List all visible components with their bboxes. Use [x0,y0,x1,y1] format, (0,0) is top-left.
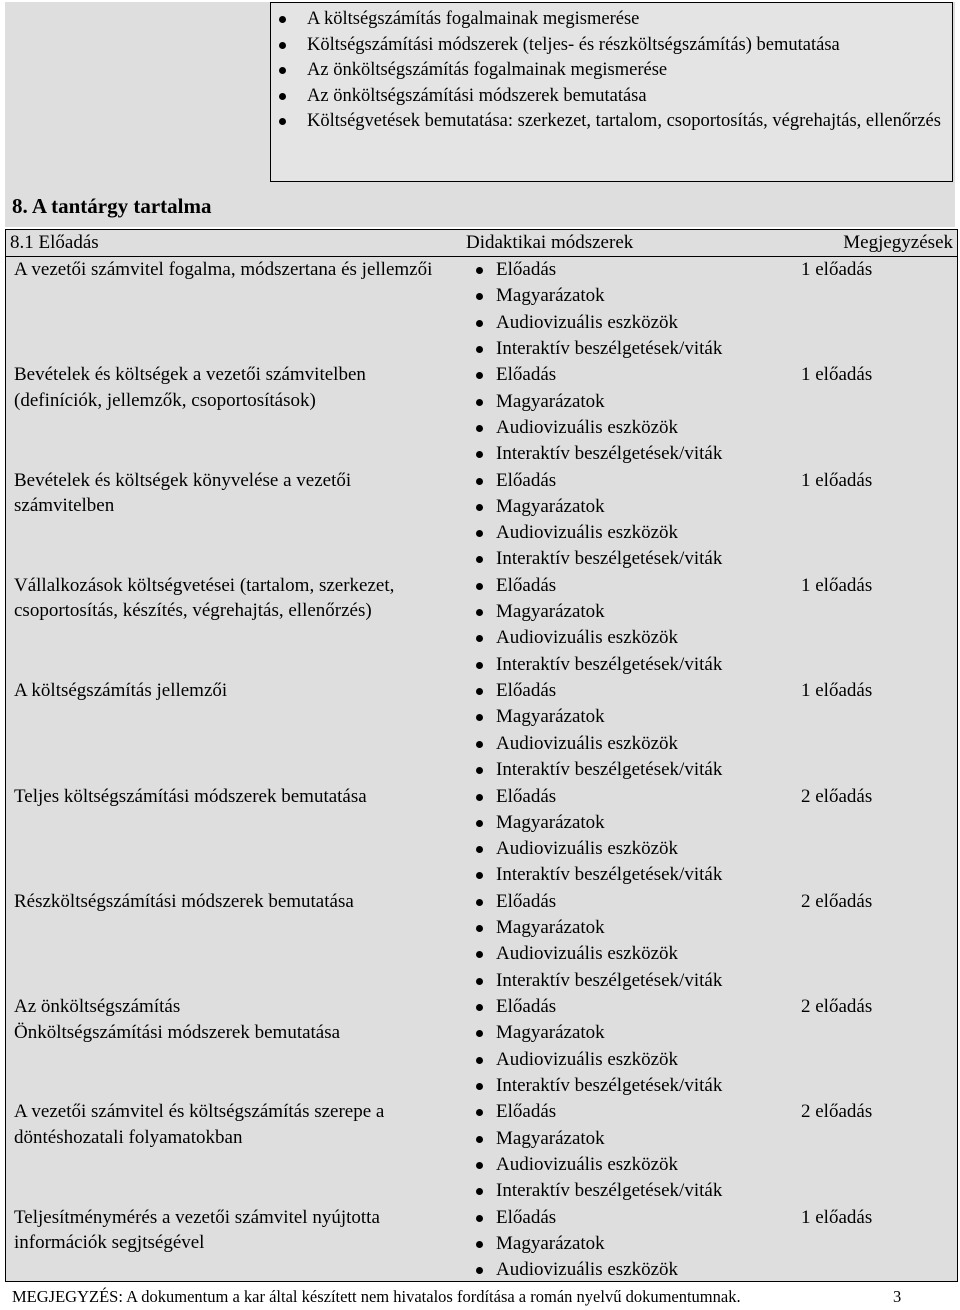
header-lecture: 8.1 Előadás [10,232,99,253]
row-note: 1 előadás [801,469,873,491]
footer-note: MEGJEGYZÉS: A dokumentum a kar által készített nem hivatalos fordítása a román nyelvű dokumentumnak. [12,1287,741,1306]
row-topic: Bevételek és költségek a vezetői számvitelben (definíciók, jellemzők, csoportosítások) [14,364,366,411]
row-topic: A költségszámítás jellemzői [14,680,228,702]
method-item: Előadás [496,678,722,704]
method-item: Magyarázatok [496,1126,722,1152]
row-topic: Vállalkozások költségvetései (tartalom, szerkezet, csoportosítás, készítés, végrehajtás, ellenőrzés) [14,574,395,622]
table-row [6,784,957,889]
method-item: Előadás [496,784,722,810]
objectives-list [307,7,942,135]
objective-item: Költségvetések bemutatása: szerkezet, tartalom, csoportosítás, végrehajtás, ellenőrzés [307,109,942,135]
method-item: Magyarázatok [496,1020,722,1046]
row-note: 1 előadás [801,259,873,280]
method-item: Magyarázatok [496,283,722,309]
method-item: Audiovizuális eszközök [496,415,722,441]
method-item: Előadás [496,362,722,388]
row-note: 1 előadás [801,364,873,386]
method-item: Magyarázatok [496,599,722,625]
objectives-box [270,2,953,182]
objective-item: Költségszámítási módszerek (teljes- és részköltségszámítás) bemutatása [307,33,942,59]
method-item: Audiovizuális eszközök [496,836,722,862]
table-row [6,889,957,994]
method-item: Előadás [496,1099,722,1125]
table-row [6,362,957,467]
method-item: Audiovizuális eszközök [496,941,722,967]
row-methods-list [496,1205,678,1284]
table-row [6,573,957,678]
method-item: Interaktív beszélgetések/viták [496,546,722,572]
table-row [6,468,957,573]
row-topic: Teljesítménymérés a vezetői számvitel nyújtotta információk segjtségével [14,1206,380,1254]
row-topic: Az önköltségszámítás Önköltségszámítási módszerek bemutatása [14,996,341,1043]
method-item: Interaktív beszélgetések/viták [496,968,722,994]
objective-item: A költségszámítás fogalmainak megismerése [307,7,942,33]
method-item: Audiovizuális eszközök [496,520,722,546]
method-item: Magyarázatok [496,704,722,730]
row-methods-list [496,784,722,889]
row-note: 1 előadás [801,680,873,702]
method-item: Előadás [496,573,722,599]
table-row [6,994,957,1099]
row-topic: Teljes költségszámítási módszerek bemutatása [14,785,367,807]
method-item: Interaktív beszélgetések/viták [496,757,722,783]
method-item: Előadás [496,468,722,494]
table-row [6,1099,957,1204]
row-note: 1 előadás [801,1206,873,1228]
method-item: Audiovizuális eszközök [496,310,722,336]
row-methods-list [496,1099,722,1204]
method-item: Audiovizuális eszközök [496,1047,722,1073]
method-item: Interaktív beszélgetések/viták [496,652,722,678]
row-methods-list [496,889,722,994]
method-item: Magyarázatok [496,810,722,836]
row-methods-list [496,362,722,467]
method-item: Magyarázatok [496,389,722,415]
row-topic: Bevételek és költségek könyvelése a vezetői számvitelben [14,469,352,517]
objective-item: Az önköltségszámítási módszerek bemutatása [307,84,942,110]
section-title: 8. A tantárgy tartalma [12,194,212,218]
row-methods-list [496,257,722,362]
method-item: Interaktív beszélgetések/viták [496,441,722,467]
method-item: Interaktív beszélgetések/viták [496,862,722,888]
method-item: Interaktív beszélgetések/viták [496,1073,722,1099]
method-item: Előadás [496,257,722,283]
method-item: Audiovizuális eszközök [496,1257,678,1283]
method-item: Audiovizuális eszközök [496,625,722,651]
header-notes: Megjegyzések [843,232,953,253]
method-item: Előadás [496,994,722,1020]
method-item: Magyarázatok [496,494,722,520]
table-row [6,257,957,362]
method-item: Interaktív beszélgetések/viták [496,336,722,362]
row-topic: A vezetői számvitel fogalma, módszertana és jellemzői [14,259,433,280]
objective-item: Az önköltségszámítás fogalmainak megismerése [307,58,942,84]
row-methods-list [496,994,722,1099]
method-item: Interaktív beszélgetések/viták [496,1178,722,1204]
method-item: Előadás [496,1205,678,1231]
row-note: 2 előadás [801,996,873,1018]
row-note: 2 előadás [801,890,873,912]
row-methods-list [496,678,722,783]
header-methods: Didaktikai módszerek [466,232,634,253]
method-item: Előadás [496,889,722,915]
row-note: 2 előadás [801,785,873,807]
row-topic: Részköltségszámítási módszerek bemutatása [14,890,354,912]
method-item: Magyarázatok [496,915,722,941]
page-number: 3 [893,1287,902,1306]
row-note: 2 előadás [801,1101,873,1123]
table-row [6,678,957,783]
method-item: Audiovizuális eszközök [496,731,722,757]
row-note: 1 előadás [801,574,873,596]
course-content-table [5,229,958,1282]
row-topic: A vezetői számvitel és költségszámítás szerepe a döntéshozatali folyamatokban [14,1101,385,1148]
row-methods-list [496,573,722,678]
row-methods-list [496,468,722,573]
method-item: Magyarázatok [496,1231,678,1257]
method-item: Audiovizuális eszközök [496,1152,722,1178]
